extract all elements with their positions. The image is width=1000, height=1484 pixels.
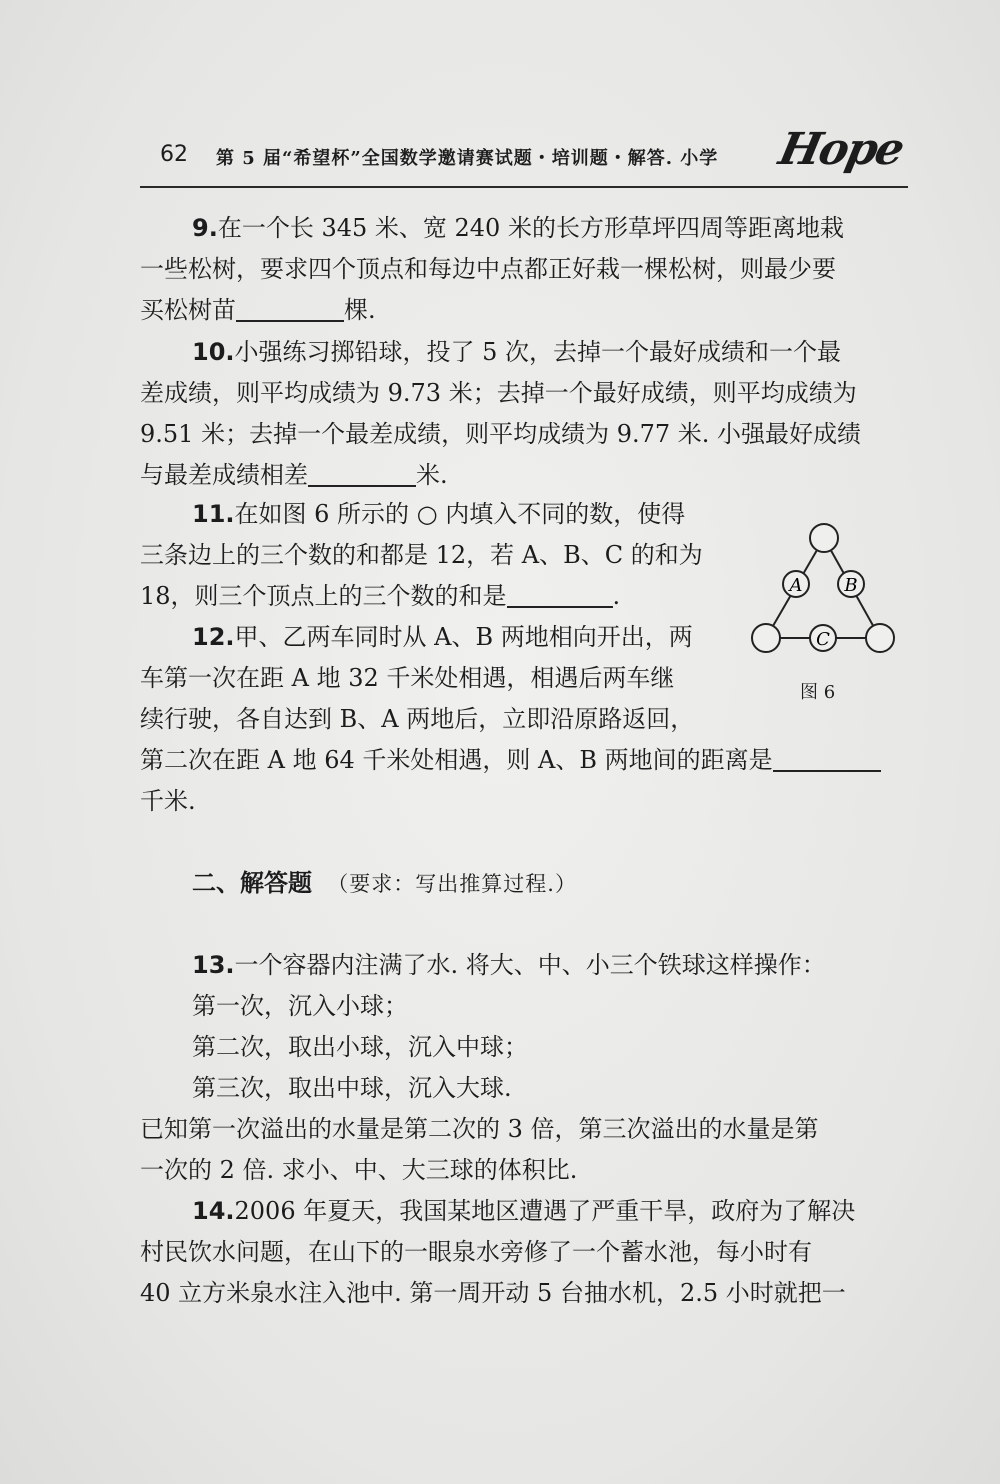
q14-line3: 40 立方米泉水注入池中. 第一周开动 5 台抽水机，2.5 小时就把一 — [140, 1279, 846, 1307]
q10-line4b: 米. — [416, 461, 448, 489]
question-number: 11. — [192, 500, 235, 528]
section-requirement: （要求：写出推算过程.） — [327, 872, 577, 896]
question-number: 14. — [192, 1197, 235, 1225]
answer-blank — [236, 290, 344, 322]
q14-line1: 2006 年夏天，我国某地区遭遇了严重干旱，政府为了解决 — [234, 1197, 856, 1225]
question-number: 9. — [192, 214, 218, 242]
q13-line2: 第一次，沉入小球； — [192, 992, 408, 1020]
page-number: 62 — [160, 142, 188, 167]
question-11 — [140, 494, 760, 617]
q12-line2: 车第一次在距 A 地 32 千米处相遇，相遇后两车继 — [140, 664, 675, 692]
q9-line3b: 棵. — [344, 296, 376, 324]
section-title: 二、解答题 — [192, 868, 312, 897]
q13-line4: 第三次，取出中球，沉入大球. — [192, 1074, 512, 1102]
q9-line3a: 买松树苗 — [140, 296, 236, 324]
answer-blank — [773, 740, 881, 772]
header-rule — [140, 186, 908, 188]
q14-line2: 村民饮水问题，在山下的一眼泉水旁修了一个蓄水池，每小时有 — [140, 1238, 812, 1266]
q12-line4: 第二次在距 A 地 64 千米处相遇，则 A、B 两地间的距离是 — [140, 746, 773, 774]
q12-line5: 千米. — [140, 787, 196, 815]
q9-line2: 一些松树，要求四个顶点和每边中点都正好栽一棵松树，则最少要 — [140, 255, 836, 283]
vertex-circle-right — [866, 624, 894, 652]
hope-logo: Hope — [774, 124, 908, 175]
q11-line2: 三条边上的三个数的和都是 12，若 A、B、C 的和为 — [140, 541, 703, 569]
q13-line6: 一次的 2 倍. 求小、中、大三球的体积比. — [140, 1156, 578, 1184]
vertex-circle-left — [752, 624, 780, 652]
question-number: 13. — [192, 951, 235, 979]
q13-line3: 第二次，取出小球，沉入中球； — [192, 1033, 528, 1061]
q10-line3: 9.51 米；去掉一个最差成绩，则平均成绩为 9.77 米. 小强最好成绩 — [140, 420, 862, 448]
question-13 — [140, 945, 910, 1191]
q10-line2: 差成绩，则平均成绩为 9.73 米；去掉一个最好成绩，则平均成绩为 — [140, 379, 857, 407]
section-2-heading — [140, 862, 910, 905]
label-c: C — [816, 629, 830, 650]
label-b: B — [844, 575, 858, 596]
question-number: 10. — [192, 338, 235, 366]
question-10 — [140, 332, 910, 496]
q11-line3b: . — [612, 582, 621, 610]
q13-line1: 一个容器内注满了水. 将大、中、小三个铁球这样操作： — [234, 951, 826, 979]
q12-line3: 续行驶，各自达到 B、A 两地后，立即沿原路返回， — [140, 705, 695, 733]
q10-line4a: 与最差成绩相差 — [140, 461, 308, 489]
figure-caption: 图 6 — [800, 682, 836, 703]
page-header — [140, 124, 910, 182]
question-9 — [140, 208, 910, 331]
question-14 — [140, 1191, 910, 1314]
q10-line1: 小强练习掷铅球，投了 5 次，去掉一个最好成绩和一个最 — [234, 338, 842, 366]
q11-line1: 在如图 6 所示的 ○ 内填入不同的数，使得 — [234, 500, 686, 528]
running-title: 第 5 届“希望杯”全国数学邀请赛试题・培训题・解答. 小学 — [216, 148, 719, 169]
label-a: A — [789, 575, 803, 596]
vertex-circle-top — [810, 524, 838, 552]
q12-line1: 甲、乙两车同时从 A、B 两地相向开出，两 — [234, 623, 693, 651]
answer-blank — [507, 576, 613, 608]
q11-line3a: 18，则三个顶点上的三个数的和是 — [140, 582, 507, 610]
question-number: 12. — [192, 623, 235, 651]
q9-line1: 在一个长 345 米、宽 240 米的长方形草坪四周等距离地栽 — [217, 214, 844, 242]
q13-line5: 已知第一次溢出的水量是第二次的 3 倍，第三次溢出的水量是第 — [140, 1115, 819, 1143]
answer-blank — [308, 455, 416, 487]
